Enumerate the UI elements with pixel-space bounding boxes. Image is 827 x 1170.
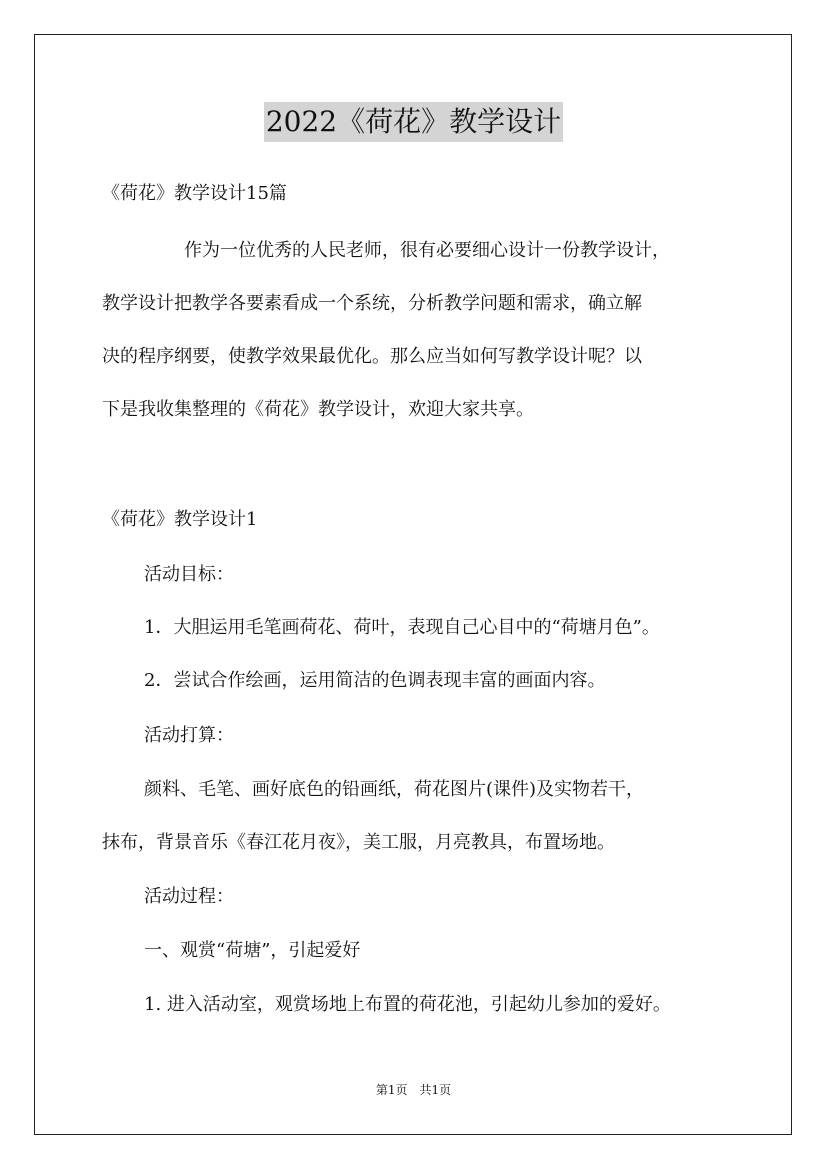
prep-line-2: 抹布，背景音乐《春江花月夜》，美工服，月亮教具，布置场地。	[102, 832, 615, 853]
goals-label: 活动目标：	[144, 564, 234, 585]
section-heading: 《荷花》教学设计1	[102, 509, 258, 530]
prep-line-1: 颜料、毛笔、画好底色的铅画纸，荷花图片(课件)及实物若干，	[144, 779, 645, 800]
goal-item-2: 2．尝试合作绘画，运用简洁的色调表现丰富的画面内容。	[144, 670, 606, 691]
page-footer: 第1页 共1页	[375, 1083, 452, 1097]
title-container	[0, 102, 827, 142]
document-subtitle: 《荷花》教学设计15篇	[102, 183, 287, 204]
step-item-1: 1. 进入活动室，观赏场地上布置的荷花池，引起幼儿参加的爱好。	[144, 994, 671, 1015]
process-label: 活动过程：	[144, 886, 234, 907]
intro-paragraph-line-4: 下是我收集整理的《荷花》教学设计，欢迎大家共享。	[102, 399, 534, 420]
document-title: 2022《荷花》教学设计	[264, 102, 563, 142]
intro-paragraph-line-2: 教学设计把教学各要素看成一个系统，分析教学问题和需求，确立解	[102, 293, 642, 314]
intro-paragraph-line-3: 决的程序纲要，使教学效果最优化。那么应当如何写教学设计呢？以	[102, 346, 642, 367]
goal-item-1: 1．大胆运用毛笔画荷花、荷叶，表现自己心目中的“荷塘月色”。	[144, 617, 660, 638]
prep-label: 活动打算：	[144, 725, 234, 746]
step-heading: 一、观赏“荷塘”，引起爱好	[144, 940, 361, 961]
intro-paragraph-line-1: 作为一位优秀的人民老师，很有必要细心设计一份教学设计，	[184, 240, 670, 261]
